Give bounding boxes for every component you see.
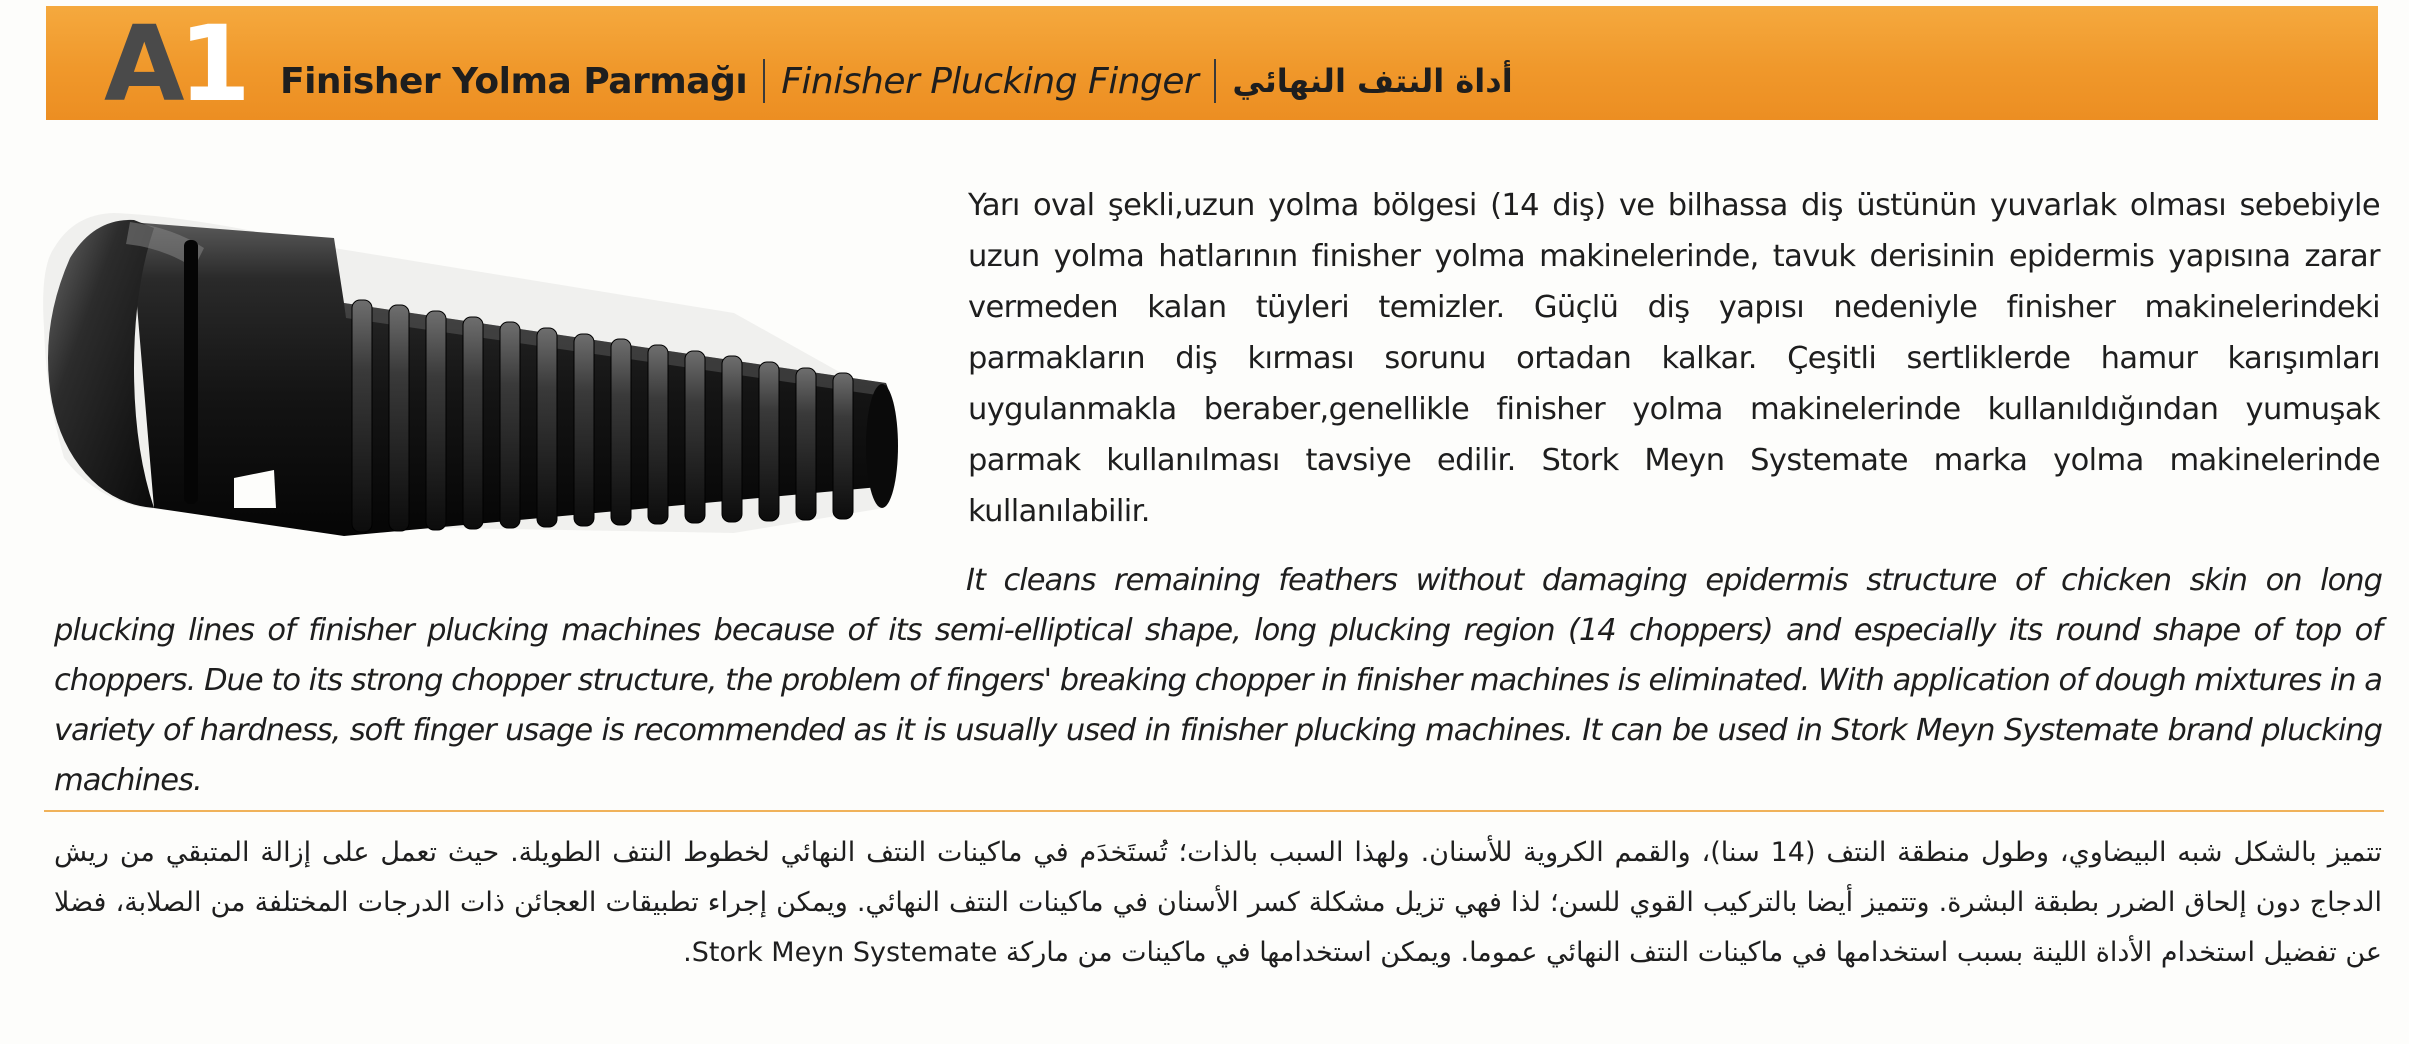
title-arabic: أداة النتف النهائي: [1232, 62, 1513, 100]
title-separator: [763, 59, 765, 103]
product-code-number: 1: [178, 3, 245, 125]
title-turkish: Finisher Yolma Parmağı: [280, 60, 748, 102]
plucking-finger-image: [34, 208, 900, 548]
description-turkish: Yarı oval şekli,uzun yolma bölgesi (14 diş) ve bilhassa diş üstünün yuvarlak olması sebebiyle uzun yolma hatlarının finisher yolma makinelerinde, tavuk derisinin epidermis yapısına zarar vermeden kalan tüyleri temizler. Güçlü diş yapısı nedeniyle finisher makinelerindeki parmakların diş kırması sorunu ortadan kalkar. Çeşitli sertliklerde hamur karışımları uygulanmakla beraber,genellikle finisher yolma makinelerinde kullanıldığından yumuşak parmak kullanılması tavsiye edilir. Stork Meyn Systemate marka yolma makinelerinde kullanılabilir.: [968, 188, 2380, 529]
section-divider: [44, 810, 2384, 812]
title-separator: [1214, 59, 1216, 103]
title-english: Finisher Plucking Finger: [781, 60, 1199, 102]
product-code-letter: A: [104, 3, 179, 125]
title-row: [280, 45, 1513, 117]
description-arabic: تتميز بالشكل شبه البيضاوي، وطول منطقة النتف (14 سنا)، والقمم الكروية للأسنان. ولهذا السبب بالذات؛ تُستَخدَم في ماكينات النتف النهائي لخطوط النتف الطويلة. حيث تعمل على إزالة المتبقي من ريش الدجاج دون إلحاق الضرر بطبقة البشرة. وتتميز أيضا بالتركيب القوي للسن؛ لذا فهي تزيل مشكلة كسر الأسنان في ماكينات النتف النهائي. ويمكن إجراء تطبيقات العجائن ذات الدرجات المختلفة من الصلابة، فضلا عن تفضيل استخدام الأداة اللينة بسبب استخدامها في ماكينات النتف النهائي عموما. ويمكن استخدامها في ماكينات من ماركة Stork Meyn Systemate.: [54, 837, 2383, 968]
description-english: It cleans remaining feathers without damaging epidermis structure of chicken skin on long plucking lines of finisher plucking machines because of its semi-elliptical shape, long plucking region (14 choppers) and especially its round shape of top of choppers. Due to its strong chopper structure, the problem of fingers' breaking chopper in finisher machines is eliminated. With application of dough mixtures in a variety of hardness, soft finger usage is recommended as it is usually used in finisher plucking machines. It can be used in Stork Meyn Systemate brand plucking machines.: [54, 563, 2382, 798]
product-code: [104, 3, 245, 125]
